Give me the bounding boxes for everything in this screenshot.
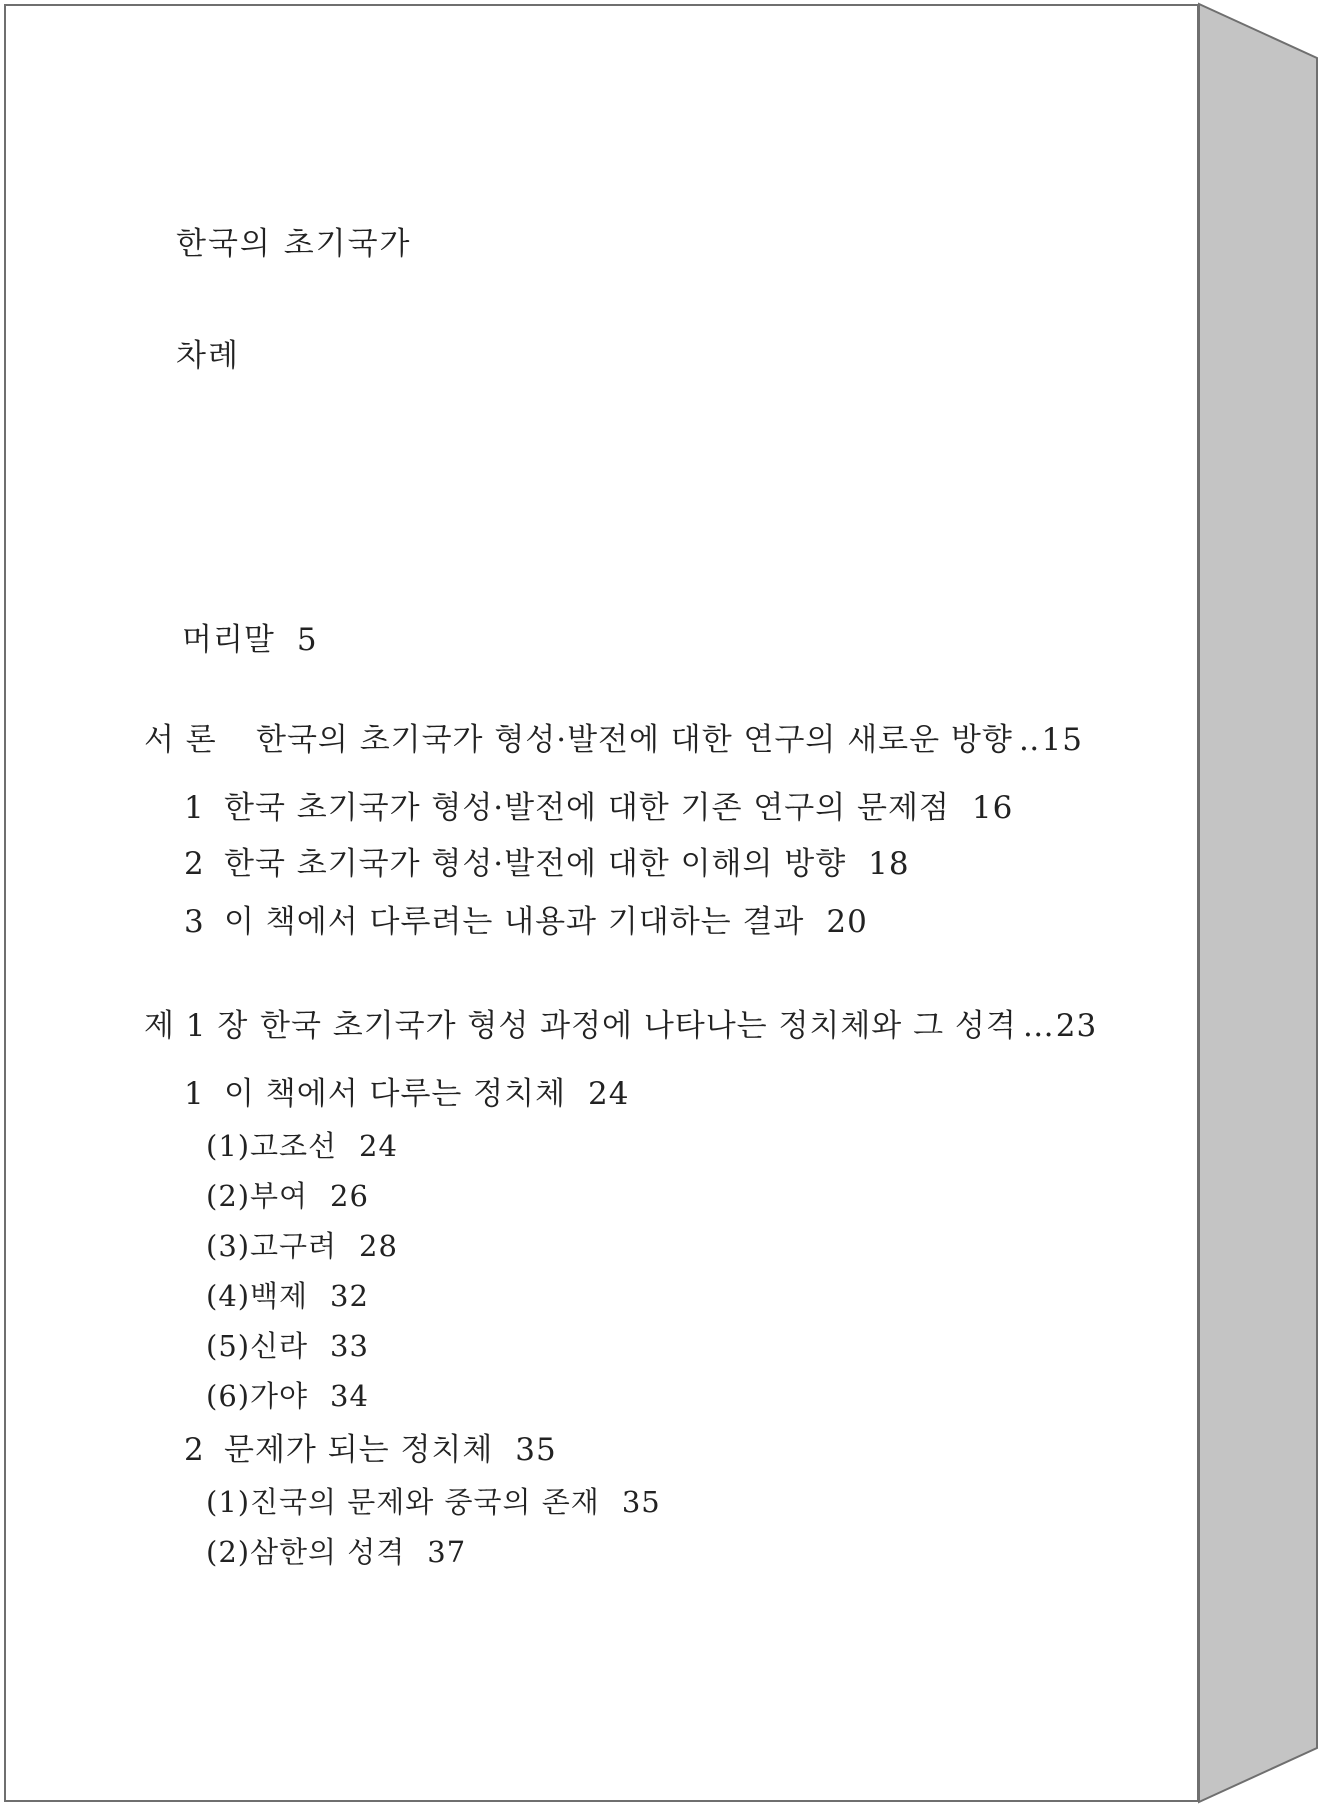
toc-entry-title: 한국의 초기국가 형성·발전에 대한 연구의 새로운 방향	[256, 722, 1013, 758]
toc-leader: …	[1022, 1008, 1054, 1044]
toc-entry-preface[interactable]	[182, 620, 318, 660]
toc-entry-title: 한국 초기국가 형성·발전에 대한 이해의 방향	[224, 846, 847, 882]
toc-entry-page: 37	[427, 1535, 467, 1569]
toc-entry-page: 20	[826, 904, 868, 940]
toc-entry-number: (2)	[206, 1179, 251, 1213]
toc-entry-subsection[interactable]	[206, 1532, 466, 1572]
toc-entry-page: 35	[515, 1432, 557, 1468]
toc-entry-number: (6)	[206, 1379, 251, 1413]
toc-chapter-label: 서 론	[144, 722, 217, 758]
toc-entry-number: (5)	[206, 1329, 251, 1363]
toc-entry-title: 고조선	[250, 1129, 338, 1163]
book-page	[4, 4, 1199, 1802]
toc-entry-title: 머리말	[182, 622, 275, 658]
toc-entry-subsection[interactable]	[206, 1226, 398, 1266]
toc-entry-number: 1	[184, 790, 205, 826]
toc-entry-page: 15	[1041, 722, 1083, 758]
toc-entry-section[interactable]	[184, 902, 868, 942]
toc-entry-chapter-1[interactable]	[144, 1006, 1097, 1046]
toc-entry-subsection[interactable]	[206, 1176, 369, 1216]
toc-entry-page: 33	[330, 1329, 369, 1363]
toc-entry-subsection[interactable]	[206, 1376, 369, 1416]
toc-entry-page: 23	[1055, 1008, 1098, 1044]
toc-entry-number: (3)	[206, 1229, 251, 1263]
toc-entry-page: 24	[359, 1129, 398, 1163]
toc-entry-page: 5	[296, 622, 318, 658]
toc-entry-section[interactable]	[184, 788, 1013, 828]
toc-entry-title: 이 책에서 다루는 정치체	[224, 1076, 567, 1112]
toc-entry-number: (1)	[206, 1485, 251, 1519]
toc-entry-page: 16	[971, 790, 1014, 826]
toc-entry-title: 신라	[250, 1329, 309, 1363]
toc-entry-section[interactable]	[184, 1074, 629, 1114]
toc-entry-number: 2	[184, 846, 205, 882]
toc-entry-title: 문제가 되는 정치체	[224, 1432, 494, 1468]
toc-entry-title: 한국 초기국가 형성 과정에 나타나는 정치체와 그 성격	[260, 1008, 1017, 1044]
toc-entry-title: 고구려	[250, 1229, 338, 1263]
book-title: 한국의 초기국가	[176, 226, 412, 262]
toc-entry-number: (2)	[206, 1535, 251, 1569]
toc-heading: 차례	[176, 338, 240, 374]
toc-entry-number: 1	[184, 1076, 205, 1112]
table-of-contents	[6, 6, 1201, 1804]
toc-entry-page: 18	[868, 846, 910, 882]
toc-entry-subsection[interactable]	[206, 1326, 369, 1366]
toc-entry-title: 이 책에서 다루려는 내용과 기대하는 결과	[224, 904, 805, 940]
toc-entry-page: 35	[621, 1485, 661, 1519]
toc-entry-section[interactable]	[184, 844, 910, 884]
toc-entry-page: 26	[330, 1179, 369, 1213]
toc-entry-page: 32	[330, 1279, 369, 1313]
toc-entry-title: 가야	[250, 1379, 309, 1413]
toc-leader: ‥	[1018, 722, 1040, 758]
toc-entry-number: (1)	[206, 1129, 251, 1163]
toc-entry-introduction[interactable]	[144, 720, 1083, 760]
toc-entry-title: 백제	[250, 1279, 309, 1313]
toc-entry-number: 3	[184, 904, 205, 940]
toc-entry-page: 34	[330, 1379, 369, 1413]
toc-entry-section[interactable]	[184, 1430, 557, 1470]
toc-entry-subsection[interactable]	[206, 1276, 369, 1316]
toc-entry-number: 2	[184, 1432, 205, 1468]
toc-entry-subsection[interactable]	[206, 1482, 661, 1522]
toc-entry-title: 한국 초기국가 형성·발전에 대한 기존 연구의 문제점	[224, 790, 950, 826]
toc-entry-title: 진국의 문제와 중국의 존재	[250, 1485, 600, 1519]
toc-entry-title: 삼한의 성격	[250, 1535, 406, 1569]
toc-entry-subsection[interactable]	[206, 1126, 398, 1166]
toc-chapter-label: 제 1 장	[144, 1008, 249, 1044]
toc-entry-page: 28	[359, 1229, 398, 1263]
toc-entry-number: (4)	[206, 1279, 251, 1313]
toc-entry-title: 부여	[250, 1179, 309, 1213]
toc-entry-page: 24	[588, 1076, 630, 1112]
